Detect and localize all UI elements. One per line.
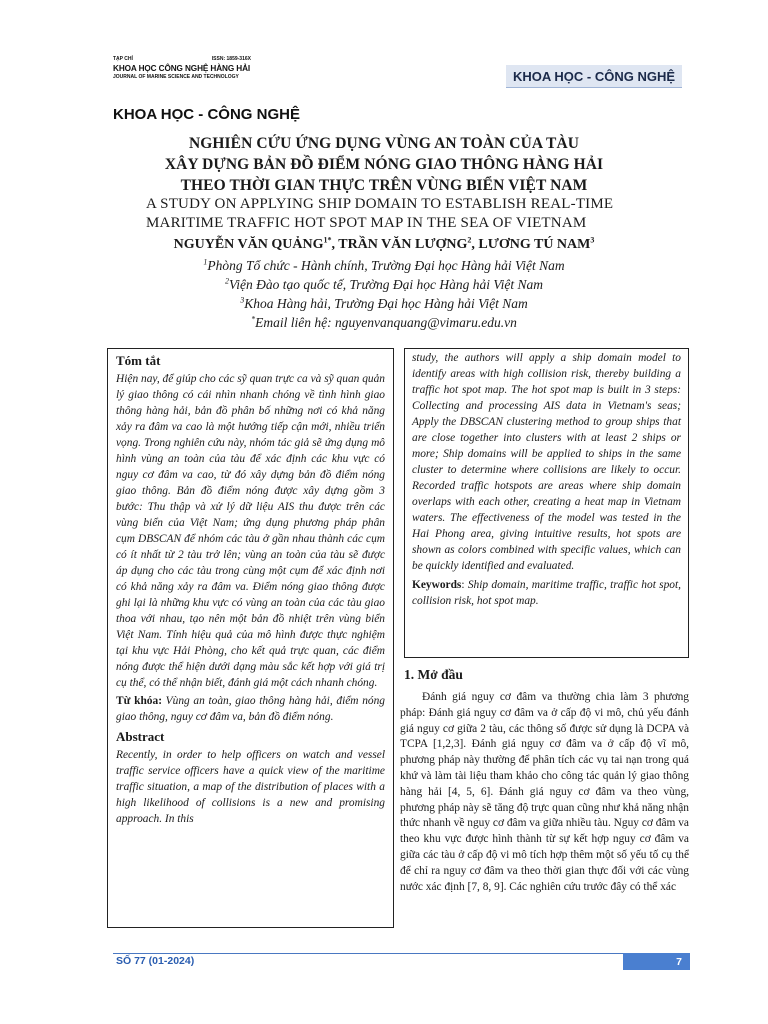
author-3-sup: 3: [590, 235, 595, 245]
author-sep: ,: [471, 237, 479, 252]
author-2-sup: 2: [467, 235, 472, 245]
contact-email: [0, 315, 768, 331]
author-1: NGUYỄN VĂN QUẢNG: [173, 237, 324, 252]
contact-email-text: Email liên hệ: nguyenvanquang@vimaru.edu.vn: [255, 315, 517, 330]
affiliation-3-text: Khoa Hàng hải, Trường Đại học Hàng hải Việt Nam: [244, 296, 528, 311]
author-2: TRẦN VĂN LƯỢNG: [338, 237, 468, 252]
title-en-line-1: A STUDY ON APPLYING SHIP DOMAIN TO ESTABLISH REAL-TIME: [146, 196, 614, 212]
affiliation-3-sup: 3: [240, 295, 245, 305]
author-sep: ,: [331, 237, 339, 252]
abstract-body-part2: study, the authors will apply a ship domain model to identify areas with high collision risk, thereby building a traffic hot spot map. The hot spot map is built in 3 steps: Collecting and processing AIS data in Vietnam's seas; Apply the DBSCAN clustering method to group ships that are close together into clusters with at least 2 ships or more; Ship domains will be applied to ships in the same cluster to determine where collisions are likely to occur. Recorded traffic hotspots are areas where ship domain overlaps with each other, creating a heat map in Vietnam waters. The effectiveness of the model was tested in the Hai Phong area, giving intuitive results, hot spots are shown as colors combined with specific values, which can be quickly identified and evaluated.: [412, 352, 681, 572]
abstract-heading: Abstract: [116, 729, 165, 744]
title-vi-line-2: XÂY DỰNG BẢN ĐỒ ĐIỂM NÓNG GIAO THÔNG HÀNG HẢI: [164, 156, 604, 173]
contact-email-sup: *: [251, 314, 256, 324]
summary-body: Hiện nay, để giúp cho các sỹ quan trực ca và sỹ quan quản lý giao thông có cái nhìn nhanh chóng về tình hình giao thông hàng hải, bản đồ phân bố những nơi có khả năng xảy ra đâm va cao là một hướng tiếp cận mới, nhiều triển vọng. Trong nghiên cứu này, nhóm tác giả sẽ ứng dụng mô hình vùng an toàn của tàu để xác định các khu vực có nguy cơ đâm va cao, từ đó xây dựng bản đồ điểm nóng giao thông. Bản đồ điểm nóng được xây dựng gồm 3 bước: Thu thập và xử lý dữ liệu AIS thu được trên các vùng biển của Việt Nam; ứng dụng phương pháp phân cụm DBSCAN để nhóm các tàu ở gần nhau thành các cụm có ít nhất từ 2 tàu trở lên; vùng an toàn của tàu sẽ được áp dụng cho các tàu trong cùng một cụm để xác định nơi có khả năng xảy ra đâm va. Điểm nóng giao thông được ghi lại là những khu vực có vùng an toàn của các tàu giao thoa với nhau, tạo nên một bản đồ nhiệt trên vùng biển Việt Nam. Tính hiệu quả của mô hình được thực nghiệm tại khu vực Hải Phòng, cho kết quả trực quan, các điểm nóng được thể hiện dưới dạng màu sắc kết hợp với giá trị cụ thể, có thể nhận biết, đánh giá một cách nhanh chóng.: [116, 373, 385, 689]
logo-issn: ISSN: 1859-316X: [211, 56, 251, 62]
page-number-text: 7: [676, 955, 682, 968]
affiliation-2-text: Viện Đào tạo quốc tế, Trường Đại học Hàng hải Việt Nam: [228, 277, 544, 292]
affiliation-1-text: Phòng Tổ chức - Hành chính, Trường Đại học Hàng hải Việt Nam: [207, 258, 565, 273]
title-vi-line-3: THEO THỜI GIAN THỰC TRÊN VÙNG BIỂN VIỆT NAM: [180, 177, 588, 194]
logo-name: KHOA HỌC CÔNG NGHỆ HÀNG HẢI: [113, 64, 251, 73]
intro-body: Đánh giá nguy cơ đâm va thường chia làm 3 phương pháp: Đánh giá nguy cơ đâm va ở cấp độ vi mô, chủ yếu đánh giá nguy cơ giữa 2 tàu, các thông số được sử dụng là DCPA và TCPA [1,2,3]. Đánh giá nguy cơ đâm va ở cấp độ vĩ mô, phương pháp này thường để phân tích các vụ tai nạn trong quá khứ và làm tài liệu tham khảo cho công tác quản lý giao thông hàng hải [4, 5, 6]. Đánh giá nguy cơ đâm va theo vùng, phương pháp này sẽ tăng độ trực quan cũng như khả năng nhận thức nhanh về nguy cơ đâm va giữa nhiều tàu. Nguy cơ đâm va theo khu vực được hình thành từ sự kết hợp nguy cơ đâm va giữa các tàu ở cấp độ vi mô tích hợp thêm một số yếu tố cụ thể để chỉ ra nguy cơ đâm va theo thời gian thực đối với các vùng nước xác định [7, 8, 9]. Các nghiên cứu trước đây có thể xác: [400, 691, 689, 893]
abstract-keywords-label: Keywords: [412, 579, 462, 591]
page-number: [623, 953, 690, 970]
section-title: KHOA HỌC - CÔNG NGHỆ: [113, 106, 300, 123]
intro-heading: 1. Mở đầu: [404, 667, 463, 682]
abstract-keywords: Keywords: Ship domain, maritime traffic, traffic hot spot, collision risk, hot spot map.: [412, 579, 681, 607]
authors: [0, 237, 768, 253]
summary-box: [107, 348, 394, 928]
abstract-continuation-box: [404, 348, 689, 658]
footer-rule: [113, 953, 690, 971]
header-category-label: KHOA HỌC - CÔNG NGHỆ: [512, 68, 676, 84]
author-3: LƯƠNG TÚ NAM: [478, 237, 591, 252]
summary-keywords: Từ khóa: Vùng an toàn, giao thông hàng hải, điểm nóng giao thông, nguy cơ đâm va, bản đồ điểm nóng.: [116, 695, 385, 723]
affiliation-1-sup: 1: [203, 257, 208, 267]
journal-logo: [113, 56, 253, 80]
author-1-sup: 1*: [323, 235, 332, 245]
header-category: [506, 65, 682, 88]
abstract-keywords-text: Ship domain, maritime traffic, traffic hot spot, collision risk, hot spot map.: [412, 579, 681, 607]
summary-keywords-text: Vùng an toàn, giao thông hàng hải, điểm nóng giao thông, nguy cơ đâm va, bản đồ điểm nóng.: [116, 695, 385, 723]
footer-issue: SỐ 77 (01-2024): [116, 955, 195, 967]
title-vi-line-1: NGHIÊN CỨU ỨNG DỤNG VÙNG AN TOÀN CỦA TÀU: [188, 135, 580, 152]
abstract-body-part1: Recently, in order to help officers on watch and vessel traffic service officers have a quick view of the maritime traffic situation, a map of the distribution of places with a high likelihood of collisions is a new and promising approach. In this: [116, 749, 385, 825]
summary-keywords-label: Từ khóa: [116, 695, 159, 707]
affiliation-2: [0, 277, 768, 293]
logo-subtitle: JOURNAL OF MARINE SCIENCE AND TECHNOLOGY: [113, 74, 239, 80]
title-en-line-2: MARITIME TRAFFIC HOT SPOT MAP IN THE SEA OF VIETNAM: [146, 215, 587, 231]
affiliation-1: [0, 258, 768, 274]
logo-line1: TẠP CHÍ: [113, 56, 133, 62]
affiliation-3: [0, 296, 768, 312]
summary-heading: Tóm tắt: [116, 353, 161, 368]
affiliation-2-sup: 2: [224, 276, 229, 286]
